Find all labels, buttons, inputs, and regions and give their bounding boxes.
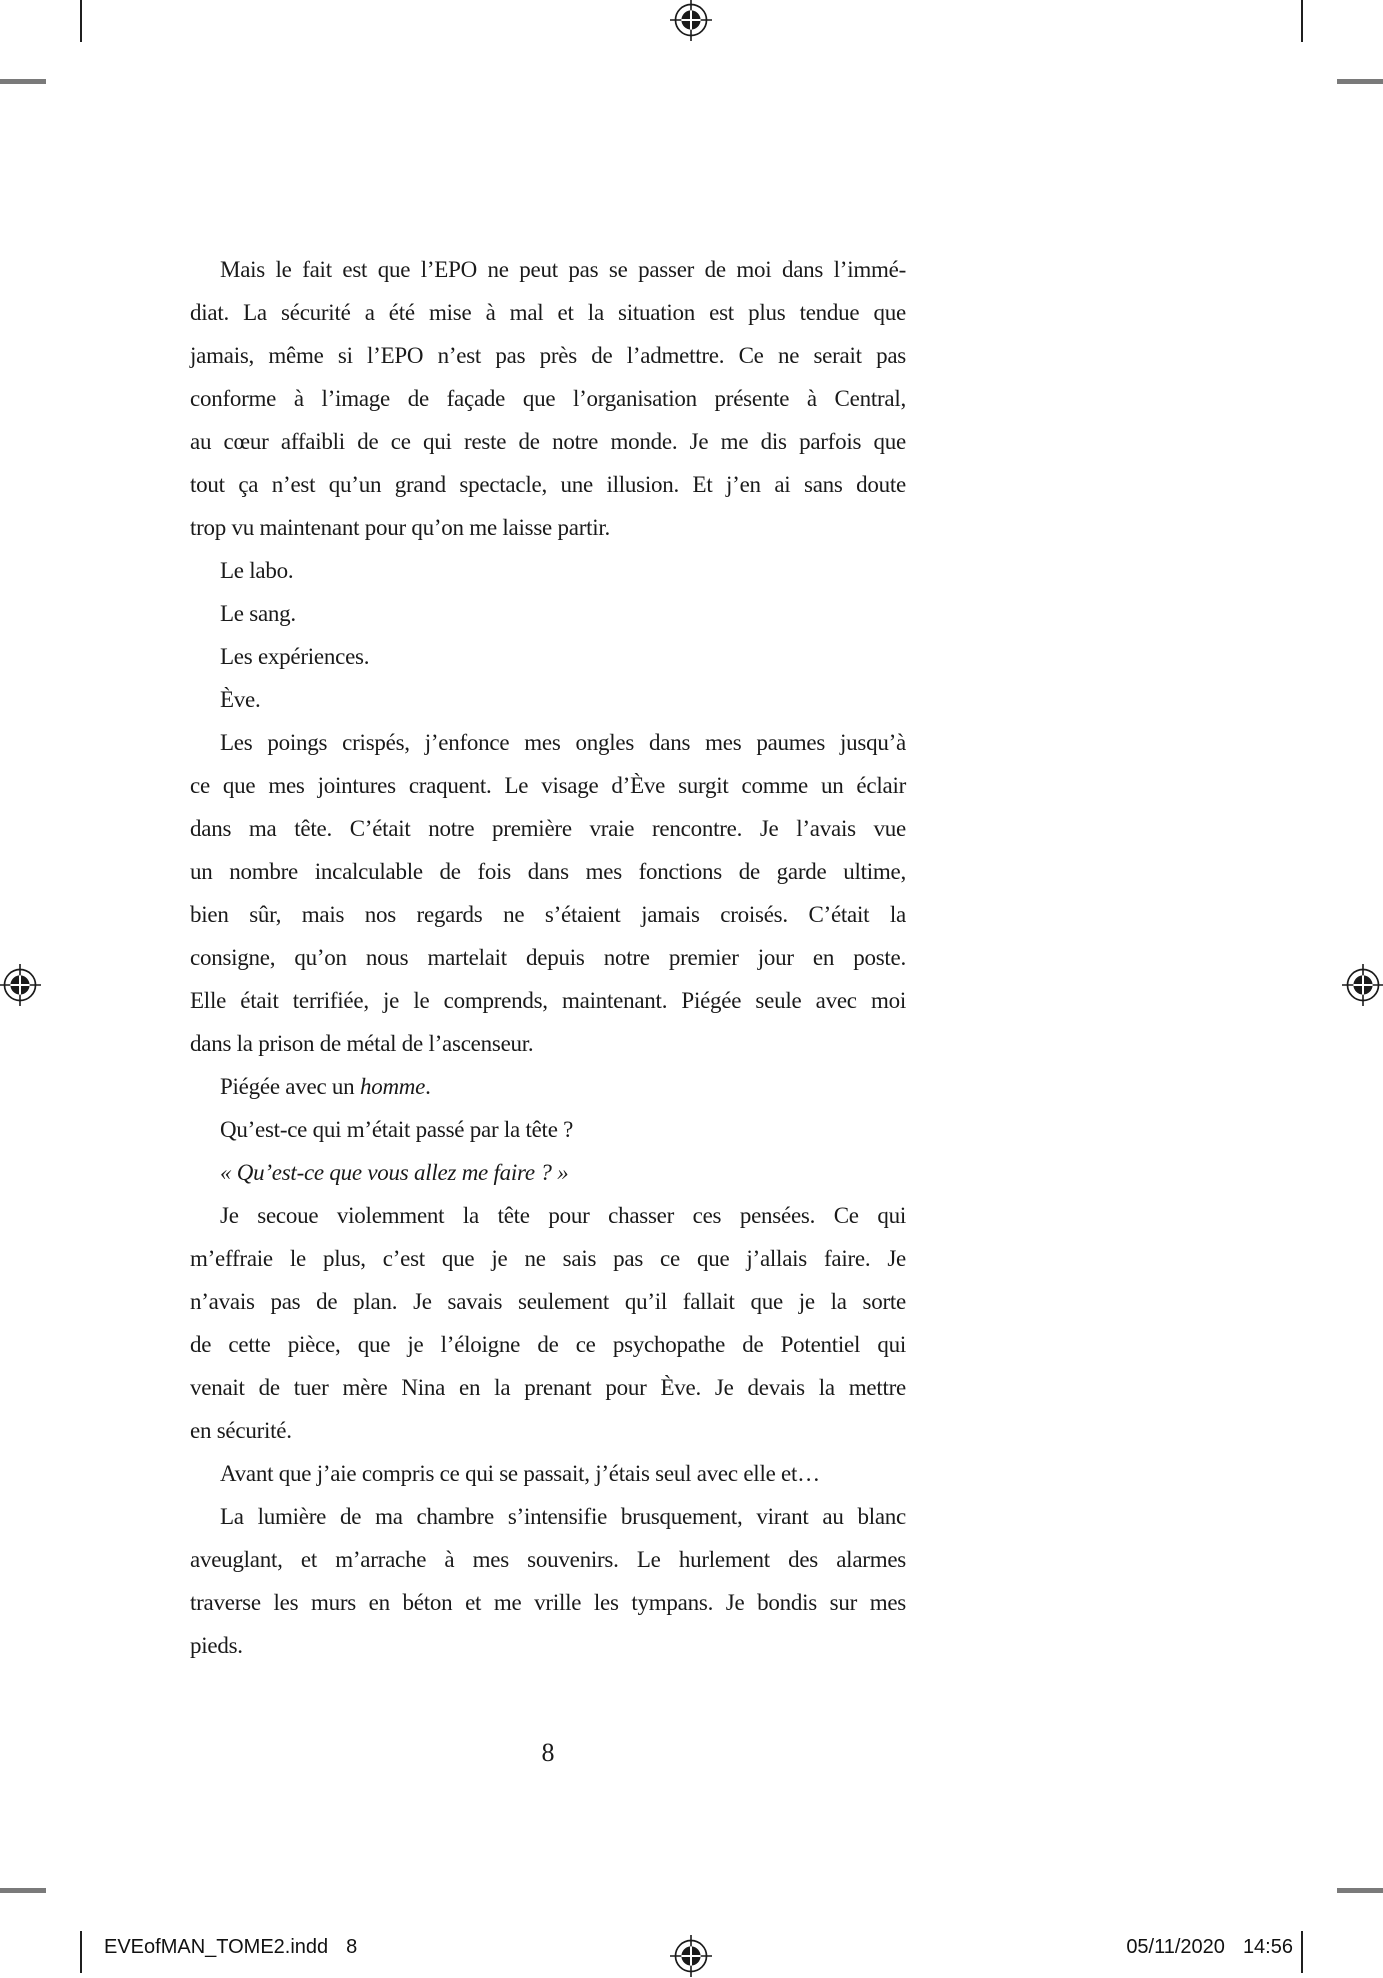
text-line bbox=[190, 807, 906, 850]
text-line bbox=[190, 1366, 906, 1409]
slug-document-name: EVEofMAN_TOME2.indd bbox=[104, 1936, 329, 1958]
text-segment: diat. La sécurité a été mise à mal et la situation est plus tendue que bbox=[190, 300, 906, 325]
text-line bbox=[190, 1022, 906, 1065]
text-line bbox=[190, 1409, 906, 1452]
text-line bbox=[190, 420, 906, 463]
text-segment: bien sûr, mais nos regards ne s’étaient jamais croisés. C’était la bbox=[190, 902, 906, 927]
text-line bbox=[190, 893, 906, 936]
text-line bbox=[190, 1452, 906, 1495]
text-segment: de cette pièce, que je l’éloigne de ce psychopathe de Potentiel qui bbox=[190, 1332, 906, 1357]
text-line bbox=[190, 764, 906, 807]
text-segment: « Qu’est-ce que vous allez me faire ? » bbox=[220, 1160, 569, 1185]
text-line bbox=[190, 248, 906, 291]
text-segment: un nombre incalculable de fois dans mes fonctions de garde ultime, bbox=[190, 859, 906, 884]
text-segment: jamais, même si l’EPO n’est pas près de l’admettre. Ce ne serait pas bbox=[190, 343, 906, 368]
text-line bbox=[190, 1237, 906, 1280]
text-line bbox=[190, 1194, 906, 1237]
text-segment: Je secoue violemment la tête pour chasser ces pensées. Ce qui bbox=[220, 1203, 906, 1228]
slug-footer-left bbox=[104, 1936, 357, 1959]
text-line bbox=[190, 1065, 906, 1108]
registration-mark-left-icon bbox=[0, 963, 42, 1007]
text-line bbox=[190, 936, 906, 979]
text-line bbox=[190, 549, 906, 592]
text-line bbox=[190, 1108, 906, 1151]
text-segment: dans ma tête. C’était notre première vraie rencontre. Je l’avais vue bbox=[190, 816, 906, 841]
crop-mark-top-left-icon bbox=[80, 0, 82, 42]
text-segment: Mais le fait est que l’EPO ne peut pas se passer de moi dans l’immé- bbox=[220, 257, 906, 282]
text-line bbox=[190, 1151, 906, 1194]
text-segment: Le labo. bbox=[220, 558, 294, 583]
text-segment: Piégée avec un bbox=[220, 1074, 360, 1099]
text-segment: dans la prison de métal de l’ascenseur. bbox=[190, 1031, 534, 1056]
text-segment: Le sang. bbox=[220, 601, 296, 626]
text-segment: Les poings crispés, j’enfonce mes ongles dans mes paumes jusqu’à bbox=[220, 730, 906, 755]
text-segment: ce que mes jointures craquent. Le visage d’Ève surgit comme un éclair bbox=[190, 773, 906, 798]
text-segment: aveuglant, et m’arrache à mes souvenirs. Le hurlement des alarmes bbox=[190, 1547, 906, 1572]
slug-time: 14:56 bbox=[1242, 1936, 1293, 1958]
text-segment: n’avais pas de plan. Je savais seulement qu’il fallait que je la sorte bbox=[190, 1289, 906, 1314]
text-segment: pieds. bbox=[190, 1633, 243, 1658]
registration-mark-right-icon bbox=[1341, 963, 1383, 1007]
text-segment: m’effraie le plus, c’est que je ne sais pas ce que j’allais faire. Je bbox=[190, 1246, 906, 1271]
text-line bbox=[190, 1624, 906, 1667]
registration-mark-bottom-icon bbox=[669, 1934, 713, 1978]
text-line bbox=[190, 377, 906, 420]
text-line bbox=[190, 463, 906, 506]
text-segment: . bbox=[425, 1074, 431, 1099]
text-line bbox=[190, 678, 906, 721]
text-line bbox=[190, 1538, 906, 1581]
crop-dash-bottom-right-icon bbox=[1337, 1888, 1383, 1893]
text-line bbox=[190, 506, 906, 549]
text-segment-italic: homme bbox=[359, 1074, 426, 1099]
slug-footer-right bbox=[1126, 1936, 1293, 1959]
text-line bbox=[190, 635, 906, 678]
crop-mark-top-right-icon bbox=[1301, 0, 1303, 42]
text-segment: trop vu maintenant pour qu’on me laisse partir. bbox=[190, 515, 611, 540]
text-segment: La lumière de ma chambre s’intensifie brusquement, virant au blanc bbox=[220, 1504, 906, 1529]
crop-mark-bottom-left-icon bbox=[80, 1931, 82, 1973]
slug-date: 05/11/2020 bbox=[1126, 1936, 1225, 1958]
text-segment: Ève. bbox=[220, 687, 261, 712]
crop-dash-top-right-icon bbox=[1337, 79, 1383, 84]
text-segment: venait de tuer mère Nina en la prenant pour Ève. Je devais la mettre bbox=[190, 1375, 906, 1400]
body-text bbox=[190, 248, 906, 1667]
text-segment: Avant que j’aie compris ce qui se passait, j’étais seul avec elle et… bbox=[220, 1461, 820, 1486]
text-line bbox=[190, 979, 906, 1022]
text-segment: Les expériences. bbox=[220, 644, 370, 669]
text-segment: Qu’est-ce qui m’était passé par la tête ? bbox=[220, 1117, 574, 1142]
text-segment: en sécurité. bbox=[190, 1418, 292, 1443]
text-line bbox=[190, 1581, 906, 1624]
page-number: 8 bbox=[541, 1738, 555, 1767]
registration-mark-top-icon bbox=[669, 0, 713, 42]
text-segment: conforme à l’image de façade que l’organisation présente à Central, bbox=[190, 386, 906, 411]
text-segment: Elle était terrifiée, je le comprends, maintenant. Piégée seule avec moi bbox=[190, 988, 906, 1013]
text-segment: tout ça n’est qu’un grand spectacle, une illusion. Et j’en ai sans doute bbox=[190, 472, 906, 497]
crop-mark-bottom-right-icon bbox=[1301, 1931, 1303, 1973]
crop-dash-bottom-left-icon bbox=[0, 1888, 46, 1893]
text-line bbox=[190, 850, 906, 893]
slug-document-page: 8 bbox=[346, 1936, 358, 1958]
text-line bbox=[190, 721, 906, 764]
text-segment: consigne, qu’on nous martelait depuis notre premier jour en poste. bbox=[190, 945, 906, 970]
text-line bbox=[190, 1323, 906, 1366]
text-line bbox=[190, 592, 906, 635]
text-line bbox=[190, 334, 906, 377]
text-line bbox=[190, 1495, 906, 1538]
text-segment: au cœur affaibli de ce qui reste de notre monde. Je me dis parfois que bbox=[190, 429, 906, 454]
crop-dash-top-left-icon bbox=[0, 79, 46, 84]
text-line bbox=[190, 1280, 906, 1323]
text-segment: traverse les murs en béton et me vrille les tympans. Je bondis sur mes bbox=[190, 1590, 906, 1615]
text-line bbox=[190, 291, 906, 334]
